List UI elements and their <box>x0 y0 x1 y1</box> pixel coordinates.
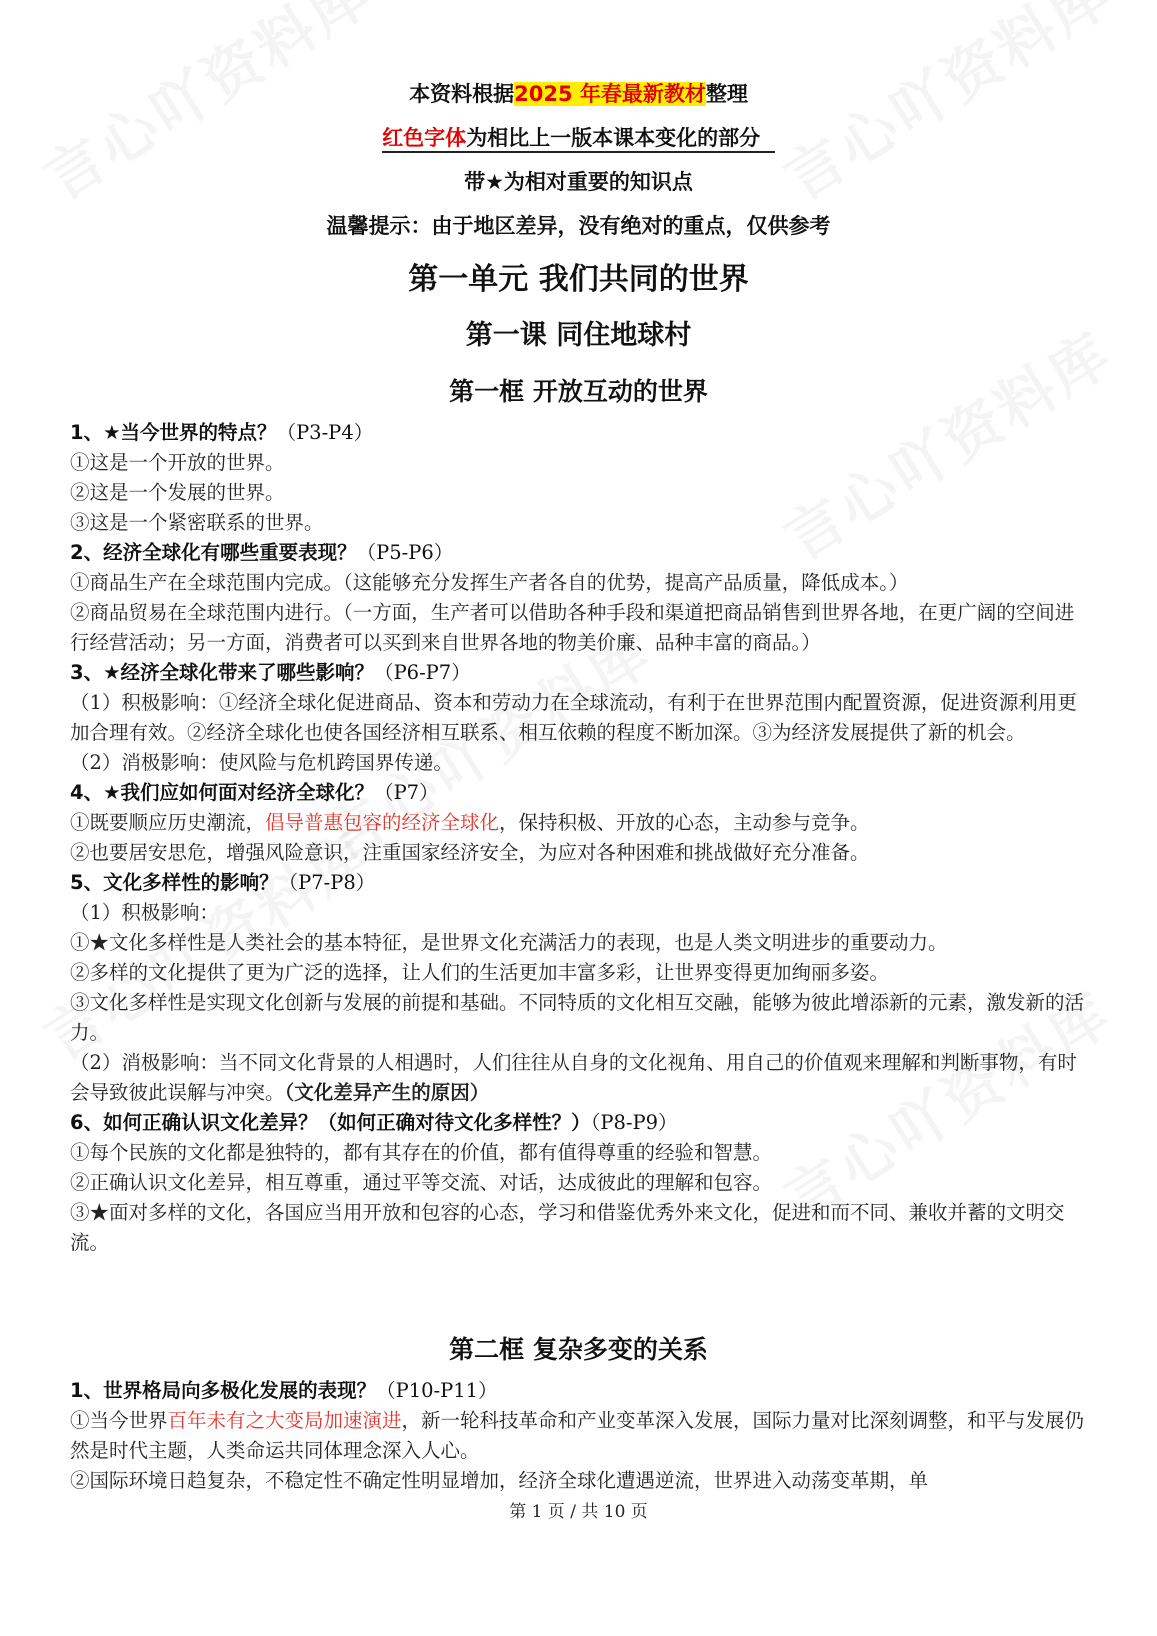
question-heading: 5、文化多样性的影响？（P7-P8） <box>70 871 376 894</box>
question-heading: 6、如何正确认识文化差异？（如何正确对待文化多样性？）（P8-P9） <box>70 1111 678 1134</box>
header-text: 本资料根据 <box>409 82 515 106</box>
answer-text: ①每个民族的文化都是独特的，都有其存在的价值，都有值得尊重的经验和智慧。 <box>70 1141 773 1164</box>
frame-title: 第一框 开放互动的世界 <box>449 377 708 406</box>
question-heading: 2、经济全球化有哪些重要表现？（P5-P6） <box>70 541 454 564</box>
answer-text: ②这是一个发展的世界。 <box>70 481 285 504</box>
highlighted-text: 2025 年春最新教材 <box>514 82 706 106</box>
section-2-content <box>70 1376 1090 1496</box>
lesson-title: 第一课 同住地球村 <box>465 320 692 351</box>
answer-text: ③文化多样性是实现文化创新与发展的前提和基础。不同特质的文化相互交融，能够为彼此增添新的元素，激发新的活力。 <box>70 991 1085 1044</box>
answer-text: ③这是一个紧密联系的世界。 <box>70 511 324 534</box>
changed-text: 倡导普惠包容的经济全球化 <box>265 811 500 834</box>
question-heading: 1、★当今世界的特点？（P3-P4） <box>70 421 374 444</box>
answer-text: （2）消极影响：当不同文化背景的人相遇时，人们往往从自身的文化视角、用自己的价值观来理解和判断事物，有时会导致彼此误解与冲突。（文化差异产生的原因） <box>70 1051 1077 1104</box>
header-line-2 <box>0 122 1157 152</box>
question-heading: 4、★我们应如何面对经济全球化？（P7） <box>70 781 439 804</box>
answer-text: （1）积极影响：①经济全球化促进商品、资本和劳动力在全球流动，有利于在世界范围内配置资源，促进资源利用更加合理有效。②经济全球化也使各国经济相互联系、相互依赖的程度不断加深。③为经济发展提供了新的机会。 <box>70 691 1077 744</box>
answer-text: （2）消极影响：使风险与危机跨国界传递。 <box>70 751 453 774</box>
answer-text: ①★文化多样性是人类社会的基本特征，是世界文化充满活力的表现，也是人类文明进步的重要动力。 <box>70 931 948 954</box>
answer-text: ①既要顺应历史潮流，倡导普惠包容的经济全球化，保持积极、开放的心态，主动参与竞争。 <box>70 811 870 834</box>
answer-text: ②商品贸易在全球范围内进行。（一方面，生产者可以借助各种手段和渠道把商品销售到世界各地，在更广阔的空间进行经营活动；另一方面，消费者可以买到来自世界各地的物美价廉、品种丰富的商品。） <box>70 601 1075 654</box>
header-line-3: 带★为相对重要的知识点 <box>464 170 693 194</box>
red-text-label: 红色字体 <box>382 126 467 150</box>
answer-text: （1）积极影响： <box>70 901 219 924</box>
section-1-content <box>70 418 1090 1258</box>
answer-text: ②也要居安思危，增强风险意识，注重国家经济安全，为应对各种困难和挑战做好充分准备。 <box>70 841 870 864</box>
answer-text: ①当今世界百年未有之大变局加速演进，新一轮科技革命和产业变革深入发展，国际力量对比深刻调整，和平与发展仍然是时代主题，人类命运共同体理念深入人心。 <box>70 1409 1085 1462</box>
answer-text: ②多样的文化提供了更为广泛的选择，让人们的生活更加丰富多彩，让世界变得更加绚丽多姿。 <box>70 961 890 984</box>
header-text: 为相比上一版本课本变化的部分 <box>466 126 761 150</box>
header-line-1 <box>0 78 1157 108</box>
answer-text: ①这是一个开放的世界。 <box>70 451 285 474</box>
question-heading: 1、世界格局向多极化发展的表现？（P10-P11） <box>70 1379 498 1402</box>
answer-text: ②国际环境日趋复杂，不稳定性不确定性明显增加，经济全球化遭遇逆流，世界进入动荡变革期，单 <box>70 1469 929 1492</box>
unit-title: 第一单元 我们共同的世界 <box>408 262 749 297</box>
changed-text: 百年未有之大变局加速演进 <box>167 1409 402 1432</box>
page-footer: 第 1 页 / 共 10 页 <box>509 1502 648 1522</box>
answer-text: ③★面对多样的文化，各国应当用开放和包容的心态，学习和借鉴优秀外来文化，促进和而不同、兼收并蓄的文明交流。 <box>70 1201 1065 1254</box>
answer-text: ②正确认识文化差异，相互尊重，通过平等交流、对话，达成彼此的理解和包容。 <box>70 1171 773 1194</box>
question-heading: 3、★经济全球化带来了哪些影响？（P6-P7） <box>70 661 471 684</box>
header-text: 整理 <box>705 82 748 106</box>
frame-title: 第二框 复杂多变的关系 <box>449 1335 708 1364</box>
header-line-4: 温馨提示：由于地区差异，没有绝对的重点，仅供参考 <box>326 214 831 238</box>
answer-text: ①商品生产在全球范围内完成。（这能够充分发挥生产者各自的优势，提高产品质量，降低成本。） <box>70 571 909 594</box>
